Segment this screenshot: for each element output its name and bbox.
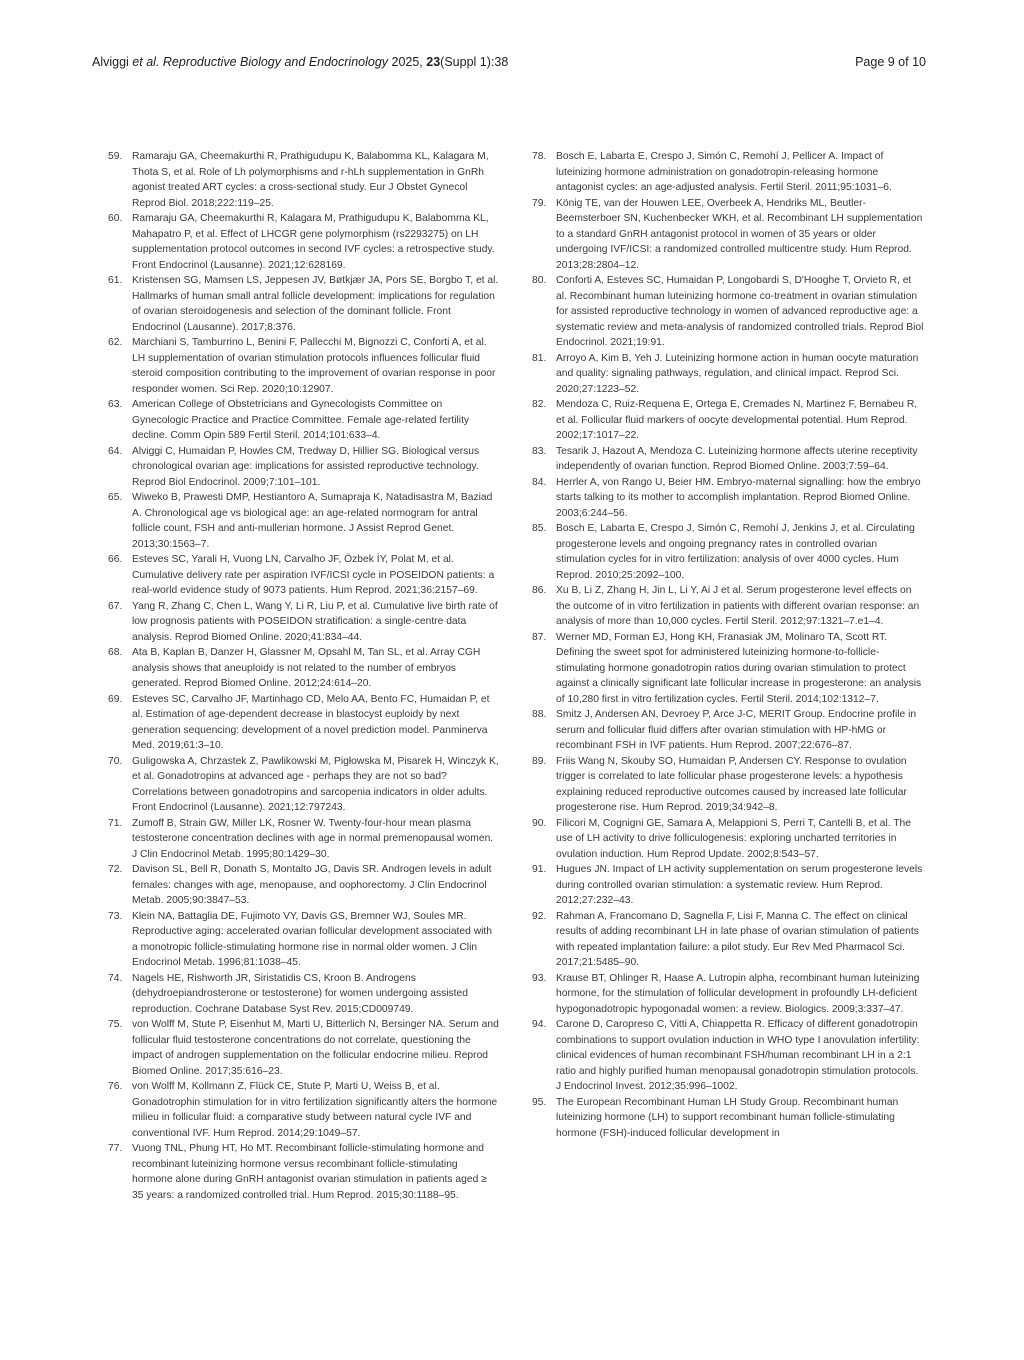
reference-item <box>108 909 500 971</box>
reference-item <box>532 583 924 630</box>
reference-text: Arroyo A, Kim B, Yeh J. Luteinizing hormone action in human oocyte maturation and quality: signaling pathways, regulation, and clinical impact. Reprod Sci. 2020;27:1223–52. <box>556 352 919 395</box>
reference-number: 94. <box>532 1019 547 1030</box>
reference-item <box>108 599 500 646</box>
header-journal: Reproductive Biology and Endocrinology <box>162 55 389 69</box>
reference-number: 70. <box>108 755 123 767</box>
page-number: Page 9 of 10 <box>855 55 926 69</box>
reference-text: Rahman A, Francomano D, Sagnella F, Lisi F, Manna C. The effect on clinical results of adding recombinant LH in late phase of ovarian stimulation of patients with repeated implantation failure: a pilot study. Eur Rev Med Pharmacol Sci. 2017;21:5485–90. <box>556 910 919 968</box>
header-volume: 23 <box>426 55 441 69</box>
reference-number: 90. <box>532 817 547 829</box>
reference-text: Hugues JN. Impact of LH activity supplementation on serum progesterone levels during controlled ovarian stimulation: a systematic review. Hum Reprod. 2012;27:232–43. <box>556 864 923 906</box>
references-left-column <box>108 149 500 1203</box>
reference-text: Smitz J, Andersen AN, Devroey P, Arce J-C, MERIT Group. Endocrine profile in serum and follicular fluid differs after ovarian stimulation with HP-hMG or recombinant FSH in IVF patients. Hum Reprod. 2007;22:676–87. <box>556 709 917 751</box>
reference-item <box>108 1141 500 1203</box>
reference-item <box>532 397 924 444</box>
reference-number: 73. <box>108 910 123 922</box>
reference-item <box>532 521 924 583</box>
reference-text: Alviggi C, Humaidan P, Howles CM, Tredway D, Hillier SG. Biological versus chronological ovarian age: implications for assisted reproductive technology. Reprod Biol Endocrinol. 2009;7:101–101. <box>132 445 480 488</box>
header-etal: et al. <box>128 55 160 69</box>
reference-number: 95. <box>532 1096 547 1108</box>
reference-item <box>108 397 500 444</box>
reference-item <box>108 552 500 599</box>
reference-text: Zumoff B, Strain GW, Miller LK, Rosner W. Twenty-four-hour mean plasma testosterone concentration declines with age in normal premenopausal women. J Clin Endocrinol Metab. 1995;80:1429–30. <box>132 817 494 860</box>
reference-text: Marchiani S, Tamburrino L, Benini F, Pallecchi M, Bignozzi C, Conforti A, et al. LH supplementation of ovarian stimulation protocols influences follicular fluid steroid composition contributing to the improvement of ovarian response in poor responder women. Sci Rep. 2020;10:12907. <box>132 337 496 395</box>
reference-text: Xu B, Li Z, Zhang H, Jin L, Li Y, Ai J et al. Serum progesterone level effects on the outcome of in vitro fertilization in patients with different ovarian response: an analysis of more than 10,000 cycles. Fertil Steril. 2012;97:1321–7.e1–4. <box>556 585 920 627</box>
header-issue: (Suppl 1):38 <box>440 55 509 69</box>
reference-text: von Wolff M, Kollmann Z, Flück CE, Stute P, Marti U, Weiss B, et al. Gonadotrophin stimulation for in vitro fertilization significantly alters the hormone milieu in follicular fluid: a comparative study between natural cycle IVF and conventional IVF. Hum Reprod. 2014;29:1049–57. <box>132 1081 498 1139</box>
reference-item <box>108 645 500 692</box>
reference-text: Mendoza C, Ruiz-Requena E, Ortega E, Cremades N, Martinez F, Bernabeu R, et al. Follicular fluid markers of oocyte developmental potential. Hum Reprod. 2002;17:1017–22. <box>556 399 918 441</box>
reference-item <box>532 971 924 1018</box>
reference-text: The European Recombinant Human LH Study Group. Recombinant human luteinizing hormone (LH) to support recombinant human follicle-stimulating hormone (FSH)-induced follicular development in <box>556 1096 899 1139</box>
reference-number: 68. <box>108 647 123 658</box>
reference-text: Herrler A, von Rango U, Beier HM. Embryo-maternal signalling: how the embryo starts talking to its mother to accomplish implantation. Reprod Biomed Online. 2003;6:244–56. <box>556 476 921 519</box>
reference-text: Yang R, Zhang C, Chen L, Wang Y, Li R, Liu P, et al. Cumulative live birth rate of low prognosis patients with POSEIDON stratification: a single-centre data analysis. Reprod Biomed Online. 2020;41:834–44. <box>132 600 498 643</box>
reference-item <box>532 351 924 398</box>
reference-number: 86. <box>532 585 547 596</box>
reference-item <box>108 273 500 335</box>
reference-number: 76. <box>108 1081 123 1092</box>
reference-number: 62. <box>108 337 123 348</box>
reference-text: von Wolff M, Stute P, Eisenhut M, Marti U, Bitterlich N, Bersinger NA. Serum and follicular fluid testosterone concentrations do not correlate, questioning the impact of androgen supplementation on the follicular endocrine milieu. Reprod Biomed Online. 2017;35:616–23. <box>132 1019 499 1077</box>
reference-text: König TE, van der Houwen LEE, Overbeek A, Hendriks ML, Beutler-Beemsterboer SN, Kuchenbecker WKH, et al. Recombinant LH supplementation to a standard GnRH antagonist protocol in women of 35 years or older undergoing IVF/ICSI: a randomized controlled multicentre study. Hum Reprod. 2013;28:2804–12. <box>556 197 923 271</box>
reference-item <box>532 475 924 522</box>
reference-item <box>108 490 500 552</box>
reference-text: Klein NA, Battaglia DE, Fujimoto VY, Davis GS, Bremner WJ, Soules MR. Reproductive aging: accelerated ovarian follicular development associated with a monotropic follicle-stimulating hormone rise in normal older women. J Clin Endocrinol Metab. 1996;81:1038–45. <box>132 910 493 968</box>
reference-text: Ramaraju GA, Cheemakurthi R, Kalagara M, Prathigudupu K, Balabomma KL, Mahapatro P, et al. Effect of LHCGR gene polymorphism (rs2293275) on LH supplementation protocol outcomes in second IVF cycles: a retrospective study. Front Endocrinol (Lausanne). 2021;12:628169. <box>132 213 495 271</box>
header-year: 2025, <box>388 55 427 69</box>
reference-item <box>532 196 924 274</box>
reference-text: Esteves SC, Yarali H, Vuong LN, Carvalho JF, Özbek İY, Polat M, et al. Cumulative delivery rate per aspiration IVF/ICSI cycle in POSEIDON patients: a real-world evidence study of 9073 patients. Hum Reprod. 2021;36:2157–69. <box>132 554 495 596</box>
reference-number: 79. <box>532 197 547 209</box>
reference-item <box>108 1017 500 1079</box>
reference-text: Werner MD, Forman EJ, Hong KH, Franasiak JM, Molinaro TA, Scott RT. Defining the sweet spot for administered luteinizing hormone-to-follicle-stimulating hormone gonadotropin ratios during ovarian stimulation to protect against a clinically significant late follicular increase in progesterone: an analysis of 10,280 first in vitro fertilization cycles. Fertil Steril. 2014;102:1312–7. <box>556 631 922 705</box>
reference-text: Bosch E, Labarta E, Crespo J, Simón C, Remohí J, Pellicer A. Impact of luteinizing hormone administration on gonadotropin-releasing hormone antagonist cycles: an age-adjusted analysis. Fertil Steril. 2011;95:1031–6. <box>556 151 892 193</box>
reference-number: 83. <box>532 445 547 457</box>
reference-number: 60. <box>108 213 123 224</box>
reference-number: 67. <box>108 600 123 612</box>
reference-number: 64. <box>108 445 123 457</box>
reference-number: 77. <box>108 1143 123 1154</box>
reference-number: 72. <box>108 864 123 875</box>
header-authors: Alviggi <box>92 55 129 69</box>
running-header <box>92 55 926 75</box>
reference-number: 78. <box>532 151 547 162</box>
reference-item <box>108 444 500 491</box>
reference-number: 75. <box>108 1019 123 1030</box>
reference-text: Guligowska A, Chrzastek Z, Pawlikowski M, Pigłowska M, Pisarek H, Winczyk K, et al. Gonadotropins at advanced age - perhaps they are not so bad? Correlations between gonadotropins and sarcopenia indicators in older adults. Front Endocrinol (Lausanne). 2021;12:797243. <box>132 755 499 813</box>
reference-number: 82. <box>532 399 547 410</box>
reference-number: 91. <box>532 864 547 875</box>
reference-item <box>532 630 924 708</box>
reference-item <box>532 816 924 863</box>
reference-text: American College of Obstetricians and Gynecologists Committee on Gynecologic Practice and Practice Committee. Female age-related fertility decline. Comm Opin 589 Fertil Steril. 2014;101:633–4. <box>132 399 470 441</box>
reference-text: Ramaraju GA, Cheemakurthi R, Prathigudupu K, Balabomma KL, Kalagara M, Thota S, et al. Role of Lh polymorphisms and r-hLh supplementation in GnRh agonist treated ART cycles: a cross-sectional study. Eur J Obstet Gynecol Reprod Biol. 2018;222:119–25. <box>132 151 489 209</box>
reference-number: 71. <box>108 817 123 829</box>
reference-text: Friis Wang N, Skouby SO, Humaidan P, Andersen CY. Response to ovulation trigger is correlated to late follicular phase progesterone levels: a hypothesis explaining reduced reproductive outcomes caused by increased late follicular progesterone rise. Hum Reprod. 2019;34:942–8. <box>556 755 907 813</box>
reference-number: 66. <box>108 554 123 565</box>
reference-item <box>532 149 924 196</box>
reference-number: 93. <box>532 972 547 984</box>
reference-text: Tesarik J, Hazout A, Mendoza C. Luteinizing hormone affects uterine receptivity independently of ovarian function. Reprod Biomed Online. 2003;7:59–64. <box>556 445 918 472</box>
reference-item <box>108 1079 500 1141</box>
reference-number: 81. <box>532 352 547 364</box>
reference-text: Kristensen SG, Mamsen LS, Jeppesen JV, Bøtkjær JA, Pors SE, Borgbo T, et al. Hallmarks of human small antral follicle development: implications for regulation of ovarian steroidogenesis and selection of the dominant follicle. Front Endocrinol (Lausanne). 2017;8:376. <box>132 275 499 333</box>
reference-number: 84. <box>532 476 547 488</box>
reference-number: 61. <box>108 275 123 286</box>
reference-item <box>108 335 500 397</box>
reference-item <box>108 149 500 211</box>
reference-number: 63. <box>108 399 123 410</box>
reference-text: Filicori M, Cognigni GE, Samara A, Melappioni S, Perri T, Cantelli B, et al. The use of LH activity to drive folliculogenesis: exploring uncharted territories in ovulation induction. Hum Reprod Update. 2002;8:543–57. <box>556 817 912 860</box>
reference-item <box>532 273 924 351</box>
reference-item <box>532 707 924 754</box>
reference-number: 80. <box>532 275 547 286</box>
reference-item <box>108 211 500 273</box>
reference-number: 65. <box>108 492 123 503</box>
reference-text: Ata B, Kaplan B, Danzer H, Glassner M, Opsahl M, Tan SL, et al. Array CGH analysis shows that aneuploidy is not related to the number of embryos generated. Reprod Biomed Online. 2012;24:614–20. <box>132 647 481 689</box>
reference-text: Conforti A, Esteves SC, Humaidan P, Longobardi S, D'Hooghe T, Orvieto R, et al. Recombinant human luteinizing hormone co-treatment in ovarian stimulation for assisted reproductive technology in women of advanced reproductive age: a systematic review and meta-analysis of randomized controlled trials. Reprod Biol Endocrinol. 2021;19:91. <box>556 275 924 348</box>
reference-number: 59. <box>108 151 123 162</box>
reference-text: Bosch E, Labarta E, Crespo J, Simón C, Remohí J, Jenkins J, et al. Circulating progesterone levels and ongoing pregnancy rates in controlled ovarian stimulation cycles for in vitro fertilization: analysis of over 4000 cycles. Hum Reprod. 2010;25:2092–100. <box>556 523 915 581</box>
reference-item <box>108 816 500 863</box>
reference-text: Davison SL, Bell R, Donath S, Montalto JG, Davis SR. Androgen levels in adult females: changes with age, menopause, and oophorectomy. J Clin Endocrinol Metab. 2005;90:3847–53. <box>132 864 492 906</box>
reference-item <box>108 862 500 909</box>
reference-item <box>532 1017 924 1095</box>
citation-line <box>92 55 508 69</box>
reference-item <box>532 1095 924 1142</box>
reference-number: 89. <box>532 755 547 767</box>
reference-text: Vuong TNL, Phung HT, Ho MT. Recombinant follicle-stimulating hormone and recombinant luteinizing hormone versus recombinant follicle-stimulating hormone alone during GnRH antagonist ovarian stimulation in patients aged ≥ 35 years: a randomized controlled trial. Hum Reprod. 2015;30:1188–95. <box>132 1143 487 1201</box>
reference-number: 92. <box>532 910 547 922</box>
reference-number: 87. <box>532 631 547 643</box>
reference-number: 69. <box>108 693 123 705</box>
reference-item <box>532 754 924 816</box>
reference-number: 85. <box>532 523 547 534</box>
reference-number: 88. <box>532 709 547 720</box>
reference-item <box>532 444 924 475</box>
reference-item <box>108 754 500 816</box>
references-right-column <box>532 149 924 1141</box>
reference-item <box>108 971 500 1018</box>
reference-text: Nagels HE, Rishworth JR, Siristatidis CS, Kroon B. Androgens (dehydroepiandrosterone or testosterone) for women undergoing assisted reproduction. Cochrane Database Syst Rev. 2015;CD009749. <box>132 972 468 1015</box>
reference-item <box>532 862 924 909</box>
reference-number: 74. <box>108 972 123 984</box>
reference-text: Wiweko B, Prawesti DMP, Hestiantoro A, Sumapraja K, Natadisastra M, Baziad A. Chronological age vs biological age: an age-related normogram for antral follicle count, FSH and anti-mullerian hormone. J Assist Reprod Genet. 2013;30:1563–7. <box>132 492 493 550</box>
reference-item <box>532 909 924 971</box>
reference-text: Krause BT, Ohlinger R, Haase A. Lutropin alpha, recombinant human luteinizing hormone, for the stimulation of follicular development in profoundly LH-deficient hypogonadotropic hypogonadal women: a review. Biologics. 2009;3:337–47. <box>556 972 920 1015</box>
reference-item <box>108 692 500 754</box>
reference-text: Carone D, Caropreso C, Vitti A, Chiappetta R. Efficacy of different gonadotropin combinations to support ovulation induction in WHO type I anovulation infertility: clinical evidences of human recombinant FSH/human recombinant LH in a 2:1 ratio and highly purified human menopausal gonadotropin stimulation protocols. J Endocrinol Invest. 2012;35:996–1002. <box>556 1019 920 1092</box>
reference-text: Esteves SC, Carvalho JF, Martinhago CD, Melo AA, Bento FC, Humaidan P, et al. Estimation of age-dependent decrease in blastocyst euploidy by next generation sequencing: development of a novel prediction model. Panminerva Med. 2019;61:3–10. <box>132 693 490 751</box>
